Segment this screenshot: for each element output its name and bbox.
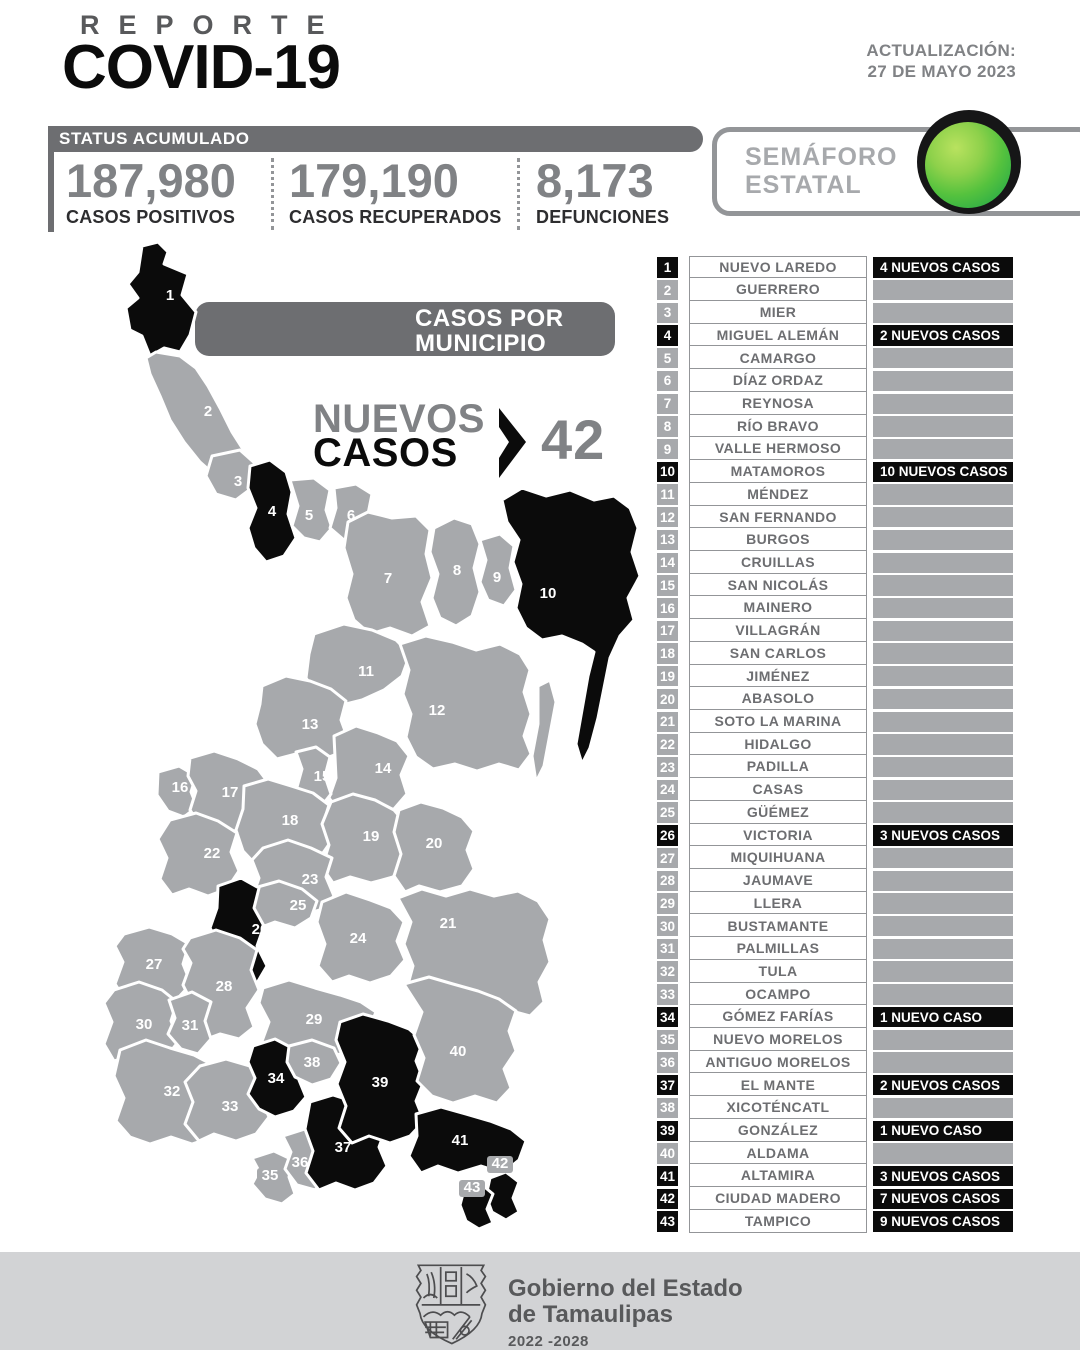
update-label: ACTUALIZACIÓN: <box>866 41 1016 60</box>
row-number-badge: 15 <box>657 575 678 595</box>
table-row <box>657 279 1013 302</box>
map-number-19: 19 <box>362 828 380 845</box>
map-number-7: 7 <box>383 570 393 587</box>
new-cases-cell <box>873 530 1013 550</box>
row-number-badge: 43 <box>657 1211 678 1231</box>
new-cases-cell: 10 NUEVOS CASOS <box>873 462 1013 482</box>
municipality-name: PADILLA <box>689 754 867 778</box>
row-number-badge: 39 <box>657 1121 678 1141</box>
table-row <box>657 1210 1013 1233</box>
table-row <box>657 1119 1013 1142</box>
new-cases-cell <box>873 1098 1013 1118</box>
row-number-badge: 5 <box>657 348 678 368</box>
table-row <box>657 847 1013 870</box>
chevron-right-icon <box>499 408 527 478</box>
map-number-18: 18 <box>281 812 299 829</box>
update-value: 27 DE MAYO 2023 <box>867 62 1016 81</box>
new-cases-cell <box>873 712 1013 732</box>
municipality-name: BURGOS <box>689 527 867 551</box>
map-number-27: 27 <box>145 956 163 973</box>
municipality-name: SAN CARLOS <box>689 641 867 665</box>
municipality-name: RÍO BRAVO <box>689 414 867 438</box>
municipality-name: GÜÉMEZ <box>689 800 867 824</box>
new-cases-cell: 2 NUEVOS CASOS <box>873 325 1013 345</box>
municipality-name: NUEVO LAREDO <box>689 256 867 279</box>
municipality-name: CRUILLAS <box>689 550 867 574</box>
map-number-31: 31 <box>181 1017 199 1034</box>
stat-value: 179,190 <box>289 154 459 207</box>
new-cases-cell: 1 NUEVO CASO <box>873 1007 1013 1027</box>
table-row <box>657 1028 1013 1051</box>
municipality-shape-12 <box>532 680 556 782</box>
new-cases-cell <box>873 757 1013 777</box>
municipality-name: MIER <box>689 300 867 324</box>
row-number-badge: 9 <box>657 439 678 459</box>
new-cases-cell <box>873 348 1013 368</box>
table-row <box>657 642 1013 665</box>
map-number-22: 22 <box>203 845 221 862</box>
table-row <box>657 1187 1013 1210</box>
map-number-3: 3 <box>233 473 243 490</box>
map-number-6: 6 <box>346 507 356 524</box>
new-cases-cell <box>873 961 1013 981</box>
new-cases-cell: 1 NUEVO CASO <box>873 1121 1013 1141</box>
row-number-badge: 16 <box>657 598 678 618</box>
municipality-table <box>657 256 1013 1233</box>
map-number-38: 38 <box>303 1054 321 1071</box>
new-cases-cell <box>873 939 1013 959</box>
new-cases-cell <box>873 621 1013 641</box>
map-number-8: 8 <box>452 562 462 579</box>
table-row <box>657 1165 1013 1188</box>
row-number-badge: 18 <box>657 643 678 663</box>
municipality-name: XICOTÉNCATL <box>689 1095 867 1119</box>
municipality-name: BUSTAMANTE <box>689 913 867 937</box>
map-number-5: 5 <box>304 507 314 524</box>
table-row <box>657 938 1013 961</box>
new-cases-total: 42 <box>541 408 606 471</box>
table-row <box>657 892 1013 915</box>
municipality-name: SAN FERNANDO <box>689 505 867 529</box>
title-line2: MUNICIPIO <box>415 330 547 357</box>
table-row <box>657 415 1013 438</box>
new-cases-cell <box>873 1143 1013 1163</box>
row-number-badge: 14 <box>657 553 678 573</box>
municipality-name: MIQUIHUANA <box>689 845 867 869</box>
municipality-name: MAINERO <box>689 595 867 619</box>
table-row <box>657 960 1013 983</box>
table-row <box>657 347 1013 370</box>
stat-label: CASOS POSITIVOS <box>66 207 236 227</box>
row-number-badge: 29 <box>657 893 678 913</box>
municipality-name: CASAS <box>689 777 867 801</box>
municipality-name: CAMARGO <box>689 345 867 369</box>
table-row <box>657 506 1013 529</box>
semaforo-label <box>745 143 897 199</box>
municipality-name: DÍAZ ORDAZ <box>689 368 867 392</box>
row-number-badge: 31 <box>657 939 678 959</box>
map-number-14: 14 <box>374 760 392 777</box>
row-number-badge: 21 <box>657 712 678 732</box>
map-number-13: 13 <box>301 716 319 733</box>
municipality-name: GONZÁLEZ <box>689 1118 867 1142</box>
row-number-badge: 12 <box>657 507 678 527</box>
municipality-name: CIUDAD MADERO <box>689 1186 867 1210</box>
map-number-2: 2 <box>203 403 213 420</box>
nuevos-casos-label <box>313 397 485 475</box>
map-number-34: 34 <box>267 1070 285 1087</box>
map-number-11: 11 <box>358 663 374 680</box>
municipality-name: GÓMEZ FARÍAS <box>689 1004 867 1028</box>
org-term: 2022 -2028 <box>508 1333 589 1350</box>
new-cases-cell: 3 NUEVOS CASOS <box>873 825 1013 845</box>
municipality-name: ALTAMIRA <box>689 1163 867 1187</box>
municipality-name: JAUMAVE <box>689 868 867 892</box>
map-number-12: 12 <box>428 702 446 719</box>
municipality-name: EL MANTE <box>689 1072 867 1096</box>
table-row <box>657 1142 1013 1165</box>
new-cases-cell: 3 NUEVOS CASOS <box>873 1166 1013 1186</box>
new-cases-cell <box>873 416 1013 436</box>
table-row <box>657 801 1013 824</box>
table-row <box>657 688 1013 711</box>
state-map <box>100 240 660 1230</box>
status-accent-line <box>48 126 54 232</box>
municipality-name: TULA <box>689 959 867 983</box>
new-cases-cell: 9 NUEVOS CASOS <box>873 1211 1013 1231</box>
table-row <box>657 324 1013 347</box>
new-cases-cell <box>873 394 1013 414</box>
table-row <box>657 438 1013 461</box>
row-number-badge: 22 <box>657 734 678 754</box>
map-number-16: 16 <box>171 779 189 796</box>
table-row <box>657 779 1013 802</box>
report-kicker: REPORTE <box>80 10 344 40</box>
row-number-badge: 19 <box>657 666 678 686</box>
nuevos-line2: CASOS <box>313 431 458 475</box>
new-cases-cell: 2 NUEVOS CASOS <box>873 1075 1013 1095</box>
municipality-name: JIMÉNEZ <box>689 664 867 688</box>
new-cases-cell <box>873 371 1013 391</box>
stat-value: 187,980 <box>66 154 236 207</box>
table-row <box>657 983 1013 1006</box>
stat-defunciones <box>536 156 669 228</box>
table-row <box>657 1074 1013 1097</box>
map-number-17: 17 <box>221 784 239 801</box>
semaforo-line2: ESTATAL <box>745 171 862 199</box>
municipality-name: SOTO LA MARINA <box>689 709 867 733</box>
map-number-24: 24 <box>349 930 367 947</box>
row-number-badge: 8 <box>657 416 678 436</box>
map-number-20: 20 <box>425 835 443 852</box>
footer-org <box>508 1276 743 1350</box>
map-number-36: 36 <box>291 1154 309 1171</box>
new-cases-cell: 4 NUEVOS CASOS <box>873 257 1013 277</box>
row-number-badge: 24 <box>657 780 678 800</box>
table-row <box>657 915 1013 938</box>
municipality-name: NUEVO MORELOS <box>689 1027 867 1051</box>
row-number-badge: 41 <box>657 1166 678 1186</box>
municipality-name: SAN NICOLÁS <box>689 573 867 597</box>
municipality-name: REYNOSA <box>689 391 867 415</box>
row-number-badge: 26 <box>657 825 678 845</box>
row-number-badge: 40 <box>657 1143 678 1163</box>
map-number-43: 43 <box>463 1179 481 1196</box>
row-number-badge: 4 <box>657 325 678 345</box>
row-number-badge: 7 <box>657 394 678 414</box>
title-line1: CASOS POR <box>415 305 564 332</box>
new-cases-cell <box>873 598 1013 618</box>
map-number-21: 21 <box>439 915 457 932</box>
org-line1: Gobierno del Estado <box>508 1275 743 1302</box>
row-number-badge: 11 <box>657 484 678 504</box>
row-number-badge: 36 <box>657 1052 678 1072</box>
map-number-30: 30 <box>135 1016 153 1033</box>
new-cases-cell <box>873 1052 1013 1072</box>
map-number-15: 15 <box>313 768 331 785</box>
map-number-32: 32 <box>163 1083 181 1100</box>
table-row <box>657 574 1013 597</box>
row-number-badge: 30 <box>657 916 678 936</box>
map-number-29: 29 <box>305 1011 323 1028</box>
new-cases-cell <box>873 984 1013 1004</box>
new-cases-cell <box>873 643 1013 663</box>
municipality-name: MATAMOROS <box>689 459 867 483</box>
row-number-badge: 35 <box>657 1030 678 1050</box>
map-number-25: 25 <box>289 897 307 914</box>
row-number-badge: 28 <box>657 871 678 891</box>
map-number-40: 40 <box>449 1043 467 1060</box>
stat-casos-positivos <box>66 156 236 228</box>
municipality-name: PALMILLAS <box>689 936 867 960</box>
stat-value: 8,173 <box>536 154 654 207</box>
semaforo-line1: SEMÁFORO <box>745 143 898 171</box>
municipality-name: ANTIGUO MORELOS <box>689 1050 867 1074</box>
new-cases-cell: 7 NUEVOS CASOS <box>873 1189 1013 1209</box>
stat-label: CASOS RECUPERADOS <box>289 207 502 227</box>
row-number-badge: 1 <box>657 257 678 277</box>
table-row <box>657 460 1013 483</box>
table-row <box>657 733 1013 756</box>
new-cases-cell <box>873 893 1013 913</box>
page-title: COVID-19 <box>62 33 340 102</box>
row-number-badge: 32 <box>657 961 678 981</box>
table-row <box>657 370 1013 393</box>
municipality-name: ABASOLO <box>689 686 867 710</box>
row-number-badge: 23 <box>657 757 678 777</box>
row-number-badge: 25 <box>657 802 678 822</box>
municipality-shape-1 <box>126 242 196 356</box>
row-number-badge: 38 <box>657 1098 678 1118</box>
table-row <box>657 392 1013 415</box>
map-number-42: 42 <box>491 1155 509 1172</box>
row-number-badge: 2 <box>657 280 678 300</box>
row-number-badge: 27 <box>657 848 678 868</box>
map-number-39: 39 <box>371 1074 389 1091</box>
municipality-name: VALLE HERMOSO <box>689 436 867 460</box>
table-row <box>657 620 1013 643</box>
new-cases-cell <box>873 916 1013 936</box>
new-cases-cell <box>873 848 1013 868</box>
row-number-badge: 33 <box>657 984 678 1004</box>
municipality-name: VILLAGRÁN <box>689 618 867 642</box>
new-cases-cell <box>873 303 1013 323</box>
municipality-name: ALDAMA <box>689 1141 867 1165</box>
map-number-1: 1 <box>165 287 175 304</box>
table-row <box>657 529 1013 552</box>
map-number-10: 10 <box>539 585 557 602</box>
table-row <box>657 710 1013 733</box>
row-number-badge: 6 <box>657 371 678 391</box>
map-number-28: 28 <box>215 978 233 995</box>
table-row <box>657 483 1013 506</box>
new-cases-cell <box>873 871 1013 891</box>
municipality-name: OCAMPO <box>689 982 867 1006</box>
map-number-9: 9 <box>492 569 502 586</box>
new-cases-cell <box>873 484 1013 504</box>
municipality-name: VICTORIA <box>689 823 867 847</box>
new-cases-cell <box>873 280 1013 300</box>
municipality-name: HIDALGO <box>689 732 867 756</box>
table-row <box>657 824 1013 847</box>
new-cases-cell <box>873 575 1013 595</box>
new-cases-cell <box>873 553 1013 573</box>
status-bar-label: STATUS ACUMULADO <box>59 129 250 148</box>
row-number-badge: 37 <box>657 1075 678 1095</box>
update-date <box>866 40 1016 82</box>
traffic-light-green <box>925 122 1011 208</box>
new-cases-cell <box>873 507 1013 527</box>
table-row <box>657 756 1013 779</box>
stat-casos-recuperados <box>289 156 501 228</box>
map-number-35: 35 <box>261 1167 279 1184</box>
row-number-badge: 10 <box>657 462 678 482</box>
row-number-badge: 17 <box>657 621 678 641</box>
new-cases-cell <box>873 780 1013 800</box>
status-section-bar <box>48 126 703 152</box>
map-number-41: 41 <box>451 1132 469 1149</box>
table-row <box>657 256 1013 279</box>
new-cases-cell <box>873 666 1013 686</box>
municipality-name: LLERA <box>689 891 867 915</box>
map-number-26: 26 <box>251 921 269 938</box>
stat-divider <box>271 158 274 230</box>
row-number-badge: 42 <box>657 1189 678 1209</box>
coat-of-arms <box>408 1260 494 1348</box>
map-number-33: 33 <box>221 1098 239 1115</box>
table-row <box>657 665 1013 688</box>
row-number-badge: 20 <box>657 689 678 709</box>
org-line2: de Tamaulipas <box>508 1301 673 1328</box>
municipality-name: MÉNDEZ <box>689 482 867 506</box>
table-row <box>657 1006 1013 1029</box>
table-row <box>657 597 1013 620</box>
table-row <box>657 869 1013 892</box>
row-number-badge: 13 <box>657 530 678 550</box>
new-cases-cell <box>873 734 1013 754</box>
table-row <box>657 1051 1013 1074</box>
new-cases-cell <box>873 439 1013 459</box>
municipality-name: GUERRERO <box>689 277 867 301</box>
new-cases-cell <box>873 802 1013 822</box>
new-cases-cell <box>873 1030 1013 1050</box>
stat-label: DEFUNCIONES <box>536 207 670 227</box>
row-number-badge: 3 <box>657 303 678 323</box>
row-number-badge: 34 <box>657 1007 678 1027</box>
table-row <box>657 1097 1013 1120</box>
municipality-name: TAMPICO <box>689 1209 867 1233</box>
stat-divider <box>517 158 520 230</box>
municipality-name: MIGUEL ALEMÁN <box>689 323 867 347</box>
nuevos-line1: NUEVOS <box>313 397 485 441</box>
new-cases-cell <box>873 689 1013 709</box>
map-number-23: 23 <box>301 871 319 888</box>
map-number-4: 4 <box>267 503 277 520</box>
map-number-37: 37 <box>334 1139 352 1156</box>
table-row <box>657 301 1013 324</box>
municipality-shape-12 <box>400 636 531 771</box>
table-row <box>657 551 1013 574</box>
